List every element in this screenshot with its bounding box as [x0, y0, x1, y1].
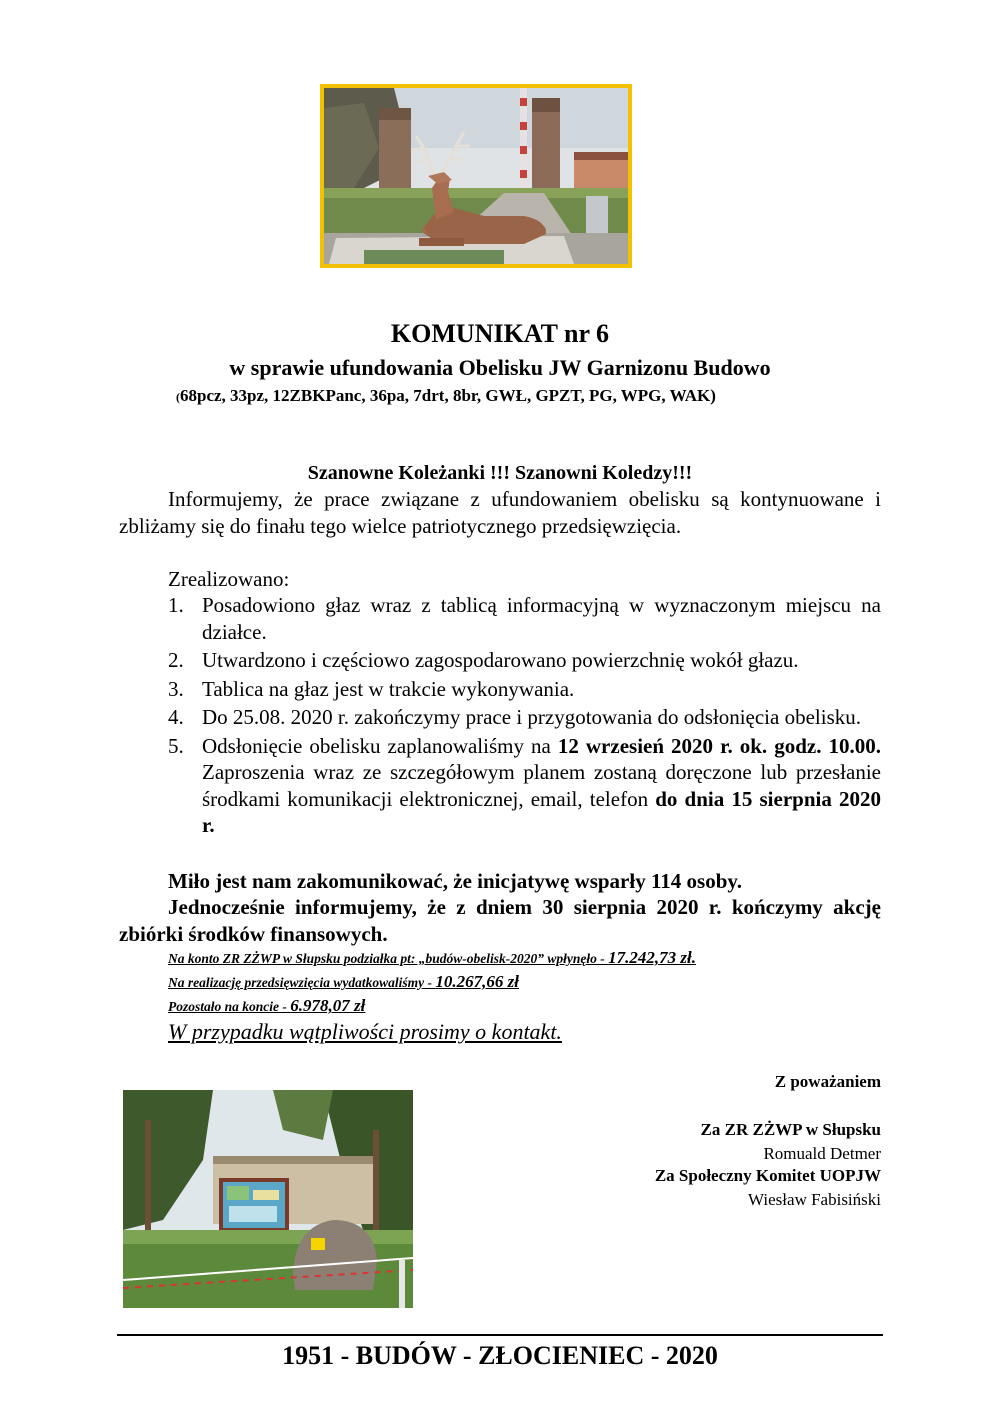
page-title: KOMUNIKAT nr 6 [390, 319, 610, 348]
intro-paragraph: Informujemy, że prace związane z ufundowaniem obelisku są kontynuowane i zbliżamy się do finału tego wielce patriotycznego przedsięwzięcia. [119, 487, 881, 538]
list-item-text: Zaproszenia wraz ze szczegółowym planem zostaną doręczone lub przesłanie środkami komunikacji elektronicznej, email, telefon [202, 760, 881, 811]
top-photo-deer-statue [320, 84, 632, 268]
list-item-number: 5. [168, 733, 184, 758]
contact-note: W przypadku wątpliwości prosimy o kontakt. [168, 1019, 562, 1044]
account-received-amount: 17.242,73 zł. [608, 948, 696, 967]
list-item-text: Posadowiono głaz wraz z tablicą informacyjną w wyznaczonym miejscu na działce. [202, 593, 881, 644]
list-item-number: 3. [168, 676, 184, 701]
account-remaining-amount: 6.978,07 zł [290, 996, 366, 1015]
list-item [168, 733, 881, 839]
account-spent-label: Na realizację przedsięwzięcia wydatkowaliśmy - [168, 975, 436, 990]
account-remaining-label: Pozostało na koncie - [168, 999, 291, 1014]
deer-statue-image [324, 88, 628, 264]
signature-name-1: Romuald Detmer [763, 1144, 881, 1163]
closing-note: Jednocześnie informujemy, że z dniem 30 sierpnia 2020 r. kończymy akcję zbiórki środków finansowych. [119, 895, 881, 946]
list-item-text: Utwardzono i częściowo zagospodarowano powierzchnię wokół głazu. [202, 648, 799, 672]
list-item-number: 1. [168, 593, 184, 617]
footer-text: 1951 - BUDÓW - ZŁOCIENIEC - 2020 [282, 1341, 718, 1370]
greeting: Szanowne Koleżanki !!! Szanowni Koledzy!!! [307, 462, 693, 484]
list-item [168, 647, 881, 674]
list-item [168, 676, 881, 703]
units-text: 68pcz, 33pz, 12ZBKPanc, 36pa, 7drt, 8br, GWŁ, GPZT, PG, WPG, WAK) [180, 386, 716, 405]
bottom-photo-boulder [123, 1090, 413, 1308]
supporters-note: Miło jest nam zakomunikować, że inicjatywę wsparły 114 osoby. [168, 869, 742, 893]
signature-name-2: Wiesław Fabisiński [748, 1190, 881, 1209]
list-item-number: 4. [168, 705, 184, 729]
list-item-text: Odsłonięcie obelisku zaplanowaliśmy na [202, 733, 558, 758]
account-spent-line [168, 972, 519, 993]
regards: Z poważaniem [774, 1072, 881, 1091]
done-label: Zrealizowano: [168, 567, 290, 591]
signature-org-2: Za Społeczny Komitet UOPJW [654, 1166, 881, 1185]
account-received-label: Na konto ZR ZŻWP w Słupsku podziałka pt: „budów-obelisk-2020” wpłynęło - [168, 951, 609, 966]
units-open-paren: ( [176, 390, 180, 404]
done-list [168, 592, 881, 841]
list-item-date: 12 wrzesień 2020 r. ok. godz. 10.00. [557, 733, 881, 758]
units-list [176, 384, 836, 409]
account-remaining-line [168, 996, 365, 1017]
list-item-text: Tablica na głaz jest w trakcie wykonywania. [202, 676, 575, 701]
boulder-photo-image [123, 1090, 413, 1308]
list-item-text: Do 25.08. 2020 r. zakończymy prace i przygotowania do odsłonięcia obelisku. [202, 705, 861, 729]
list-item-number: 2. [168, 648, 184, 672]
list-item [168, 592, 881, 645]
list-item [168, 704, 881, 731]
footer-divider [117, 1334, 883, 1336]
page-subtitle: w sprawie ufundowania Obelisku JW Garnizonu Budowo [229, 355, 771, 380]
signature-org-1: Za ZR ZŻWP w Słupsku [700, 1120, 881, 1139]
list-item-deadline: do dnia 15 sierpnia 2020 r. [202, 786, 881, 837]
account-received-line [168, 948, 696, 969]
account-spent-amount: 10.267,66 zł [435, 972, 519, 991]
